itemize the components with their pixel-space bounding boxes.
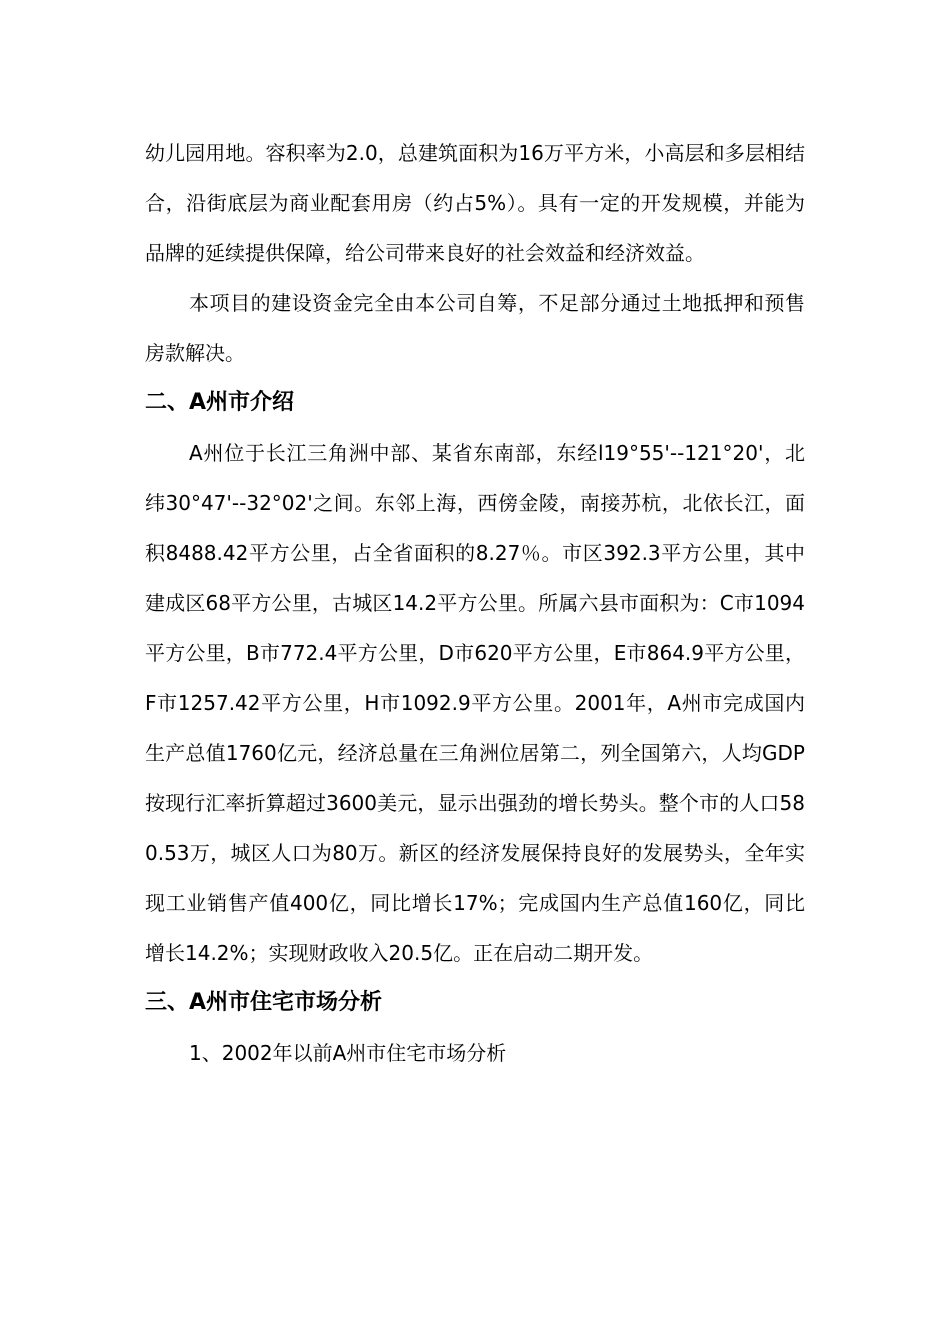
document-body — [145, 128, 805, 1078]
section-heading-city-intro: 二、A州市介绍 — [145, 390, 295, 415]
subsection-heading-pre-2002: 1、2002年以前A州市住宅市场分析 — [189, 1041, 507, 1065]
paragraph-funding: 本项目的建设资金完全由本公司自筹，不足部分通过土地抵押和预售房款解决。 — [145, 291, 805, 365]
section-heading-housing-market: 三、A州市住宅市场分析 — [145, 990, 383, 1015]
paragraph-city-intro: A州位于长江三角洲中部、某省东南部，东经l19°55'--121°20'，北纬30°47'--32°02'之间。东邻上海，西傍金陵，南接苏杭，北依长江，面积8488.42平方公里，占全省面积的8.27％。市区392.3平方公里，其中建成区68平方公里，古城区14.2平方公里。所属六县市面积为：C市1094平方公里，B市772.4平方公里，D市620平方公里，E市864.9平方公里，F市1257.42平方公里，H市1092.9平方公里。2001年，A州市完成国内生产总值1760亿元，经济总量在三角洲位居第二，列全国第六，人均GDP按现行汇率折算超过3600美元，显示出强劲的增长势头。整个市的人口580.53万，城区人口为80万。新区的经济发展保持良好的发展势头，全年实现工业销售产值400亿，同比增长17%；完成国内生产总值160亿，同比增长14.2%；实现财政收入20.5亿。正在启动二期开发。 — [145, 441, 805, 965]
paragraph-project-scale: 幼儿园用地。容积率为2.0，总建筑面积为16万平方米，小高层和多层相结合，沿街底层为商业配套用房（约占5%）。具有一定的开发规模，并能为品牌的延续提供保障，给公司带来良好的社会效益和经济效益。 — [145, 141, 805, 265]
